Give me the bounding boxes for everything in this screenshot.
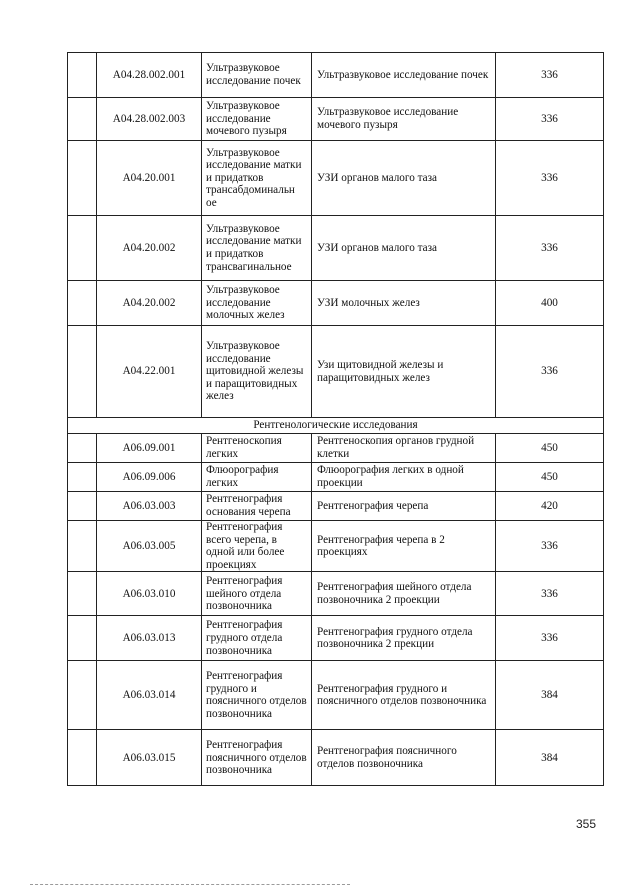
table-row [68, 281, 604, 326]
service-code-cell: А06.09.006 [97, 463, 202, 492]
service-name-cell: Ультразвуковое исследование матки и придатков трансвагинальное [202, 216, 312, 281]
price-cell: 450 [496, 463, 604, 492]
service-description-cell: УЗИ органов малого таза [312, 216, 496, 281]
table-row [68, 53, 604, 98]
table-row [68, 492, 604, 521]
page-number: 355 [575, 817, 596, 831]
price-cell: 336 [496, 616, 604, 661]
service-description-cell: Ультразвуковое исследование почек [312, 53, 496, 98]
service-description-cell: Флюорография легких в одной проекции [312, 463, 496, 492]
table-row [68, 216, 604, 281]
price-cell: 336 [496, 326, 604, 418]
service-name-cell: Рентгенография поясничного отделов позвоночника [202, 730, 312, 786]
price-table [67, 52, 604, 786]
service-name-cell: Ультразвуковое исследование щитовидной железы и паращитовидных желез [202, 326, 312, 418]
service-code-cell: А04.28.002.001 [97, 53, 202, 98]
section-heading: Рентгенологические исследования [68, 418, 604, 434]
service-description-cell: Рентгенография грудного и поясничного отделов позвоночника [312, 661, 496, 730]
price-cell: 336 [496, 98, 604, 141]
table-row [68, 661, 604, 730]
service-description-cell: Ультразвуковое исследование мочевого пузыря [312, 98, 496, 141]
table-row [68, 616, 604, 661]
price-cell: 336 [496, 141, 604, 216]
service-description-cell: Рентгенография черепа [312, 492, 496, 521]
service-name-cell: Рентгенография всего черепа, в одной или более проекциях [202, 521, 312, 572]
service-name-cell: Ультразвуковое исследование почек [202, 53, 312, 98]
price-cell: 336 [496, 572, 604, 616]
row-number-cell [68, 463, 97, 492]
service-code-cell: А04.28.002.003 [97, 98, 202, 141]
service-description-cell: Рентгенография грудного отдела позвоночника 2 прекции [312, 616, 496, 661]
service-description-cell: Рентгенография шейного отдела позвоночника 2 проекции [312, 572, 496, 616]
service-name-cell: Рентгенография шейного отдела позвоночника [202, 572, 312, 616]
row-number-cell [68, 281, 97, 326]
row-number-cell [68, 730, 97, 786]
table-row [68, 434, 604, 463]
service-code-cell: А04.20.002 [97, 216, 202, 281]
scan-edge-line [30, 884, 350, 885]
service-description-cell: Рентгенография черепа в 2 проекциях [312, 521, 496, 572]
table-row [68, 521, 604, 572]
service-code-cell: А06.03.005 [97, 521, 202, 572]
table-row [68, 141, 604, 216]
service-name-cell: Ультразвуковое исследование мочевого пузыря [202, 98, 312, 141]
price-cell: 384 [496, 730, 604, 786]
service-code-cell: А06.03.010 [97, 572, 202, 616]
table-row [68, 572, 604, 616]
service-name-cell: Флюорография легких [202, 463, 312, 492]
table-row [68, 98, 604, 141]
service-name-cell: Ультразвуковое исследование матки и придатков трансабдоминальн ое [202, 141, 312, 216]
service-name-cell: Рентгенография грудного и поясничного отделов позвоночника [202, 661, 312, 730]
price-cell: 450 [496, 434, 604, 463]
service-name-cell: Ультразвуковое исследование молочных желез [202, 281, 312, 326]
service-code-cell: А06.03.014 [97, 661, 202, 730]
service-code-cell: А06.03.003 [97, 492, 202, 521]
service-description-cell: Рентгенография поясничного отделов позвоночника [312, 730, 496, 786]
service-name-cell: Рентгенография основания черепа [202, 492, 312, 521]
row-number-cell [68, 492, 97, 521]
table-row [68, 730, 604, 786]
service-description-cell: УЗИ органов малого таза [312, 141, 496, 216]
table-row [68, 326, 604, 418]
row-number-cell [68, 141, 97, 216]
service-code-cell: А04.20.002 [97, 281, 202, 326]
section-row [68, 418, 604, 434]
price-table-body [68, 53, 604, 786]
service-description-cell: УЗИ молочных желез [312, 281, 496, 326]
row-number-cell [68, 434, 97, 463]
service-description-cell: Рентгеноскопия органов грудной клетки [312, 434, 496, 463]
service-code-cell: А06.03.013 [97, 616, 202, 661]
row-number-cell [68, 616, 97, 661]
price-cell: 384 [496, 661, 604, 730]
row-number-cell [68, 661, 97, 730]
row-number-cell [68, 521, 97, 572]
row-number-cell [68, 326, 97, 418]
service-name-cell: Рентгенография грудного отдела позвоночника [202, 616, 312, 661]
row-number-cell [68, 53, 97, 98]
service-code-cell: А06.03.015 [97, 730, 202, 786]
row-number-cell [68, 572, 97, 616]
row-number-cell [68, 98, 97, 141]
price-cell: 400 [496, 281, 604, 326]
price-cell: 336 [496, 53, 604, 98]
service-name-cell: Рентгеноскопия легких [202, 434, 312, 463]
service-code-cell: А04.20.001 [97, 141, 202, 216]
price-cell: 420 [496, 492, 604, 521]
service-code-cell: А06.09.001 [97, 434, 202, 463]
table-row [68, 463, 604, 492]
service-code-cell: А04.22.001 [97, 326, 202, 418]
row-number-cell [68, 216, 97, 281]
price-cell: 336 [496, 216, 604, 281]
price-cell: 336 [496, 521, 604, 572]
service-description-cell: Узи щитовидной железы и паращитовидных желез [312, 326, 496, 418]
